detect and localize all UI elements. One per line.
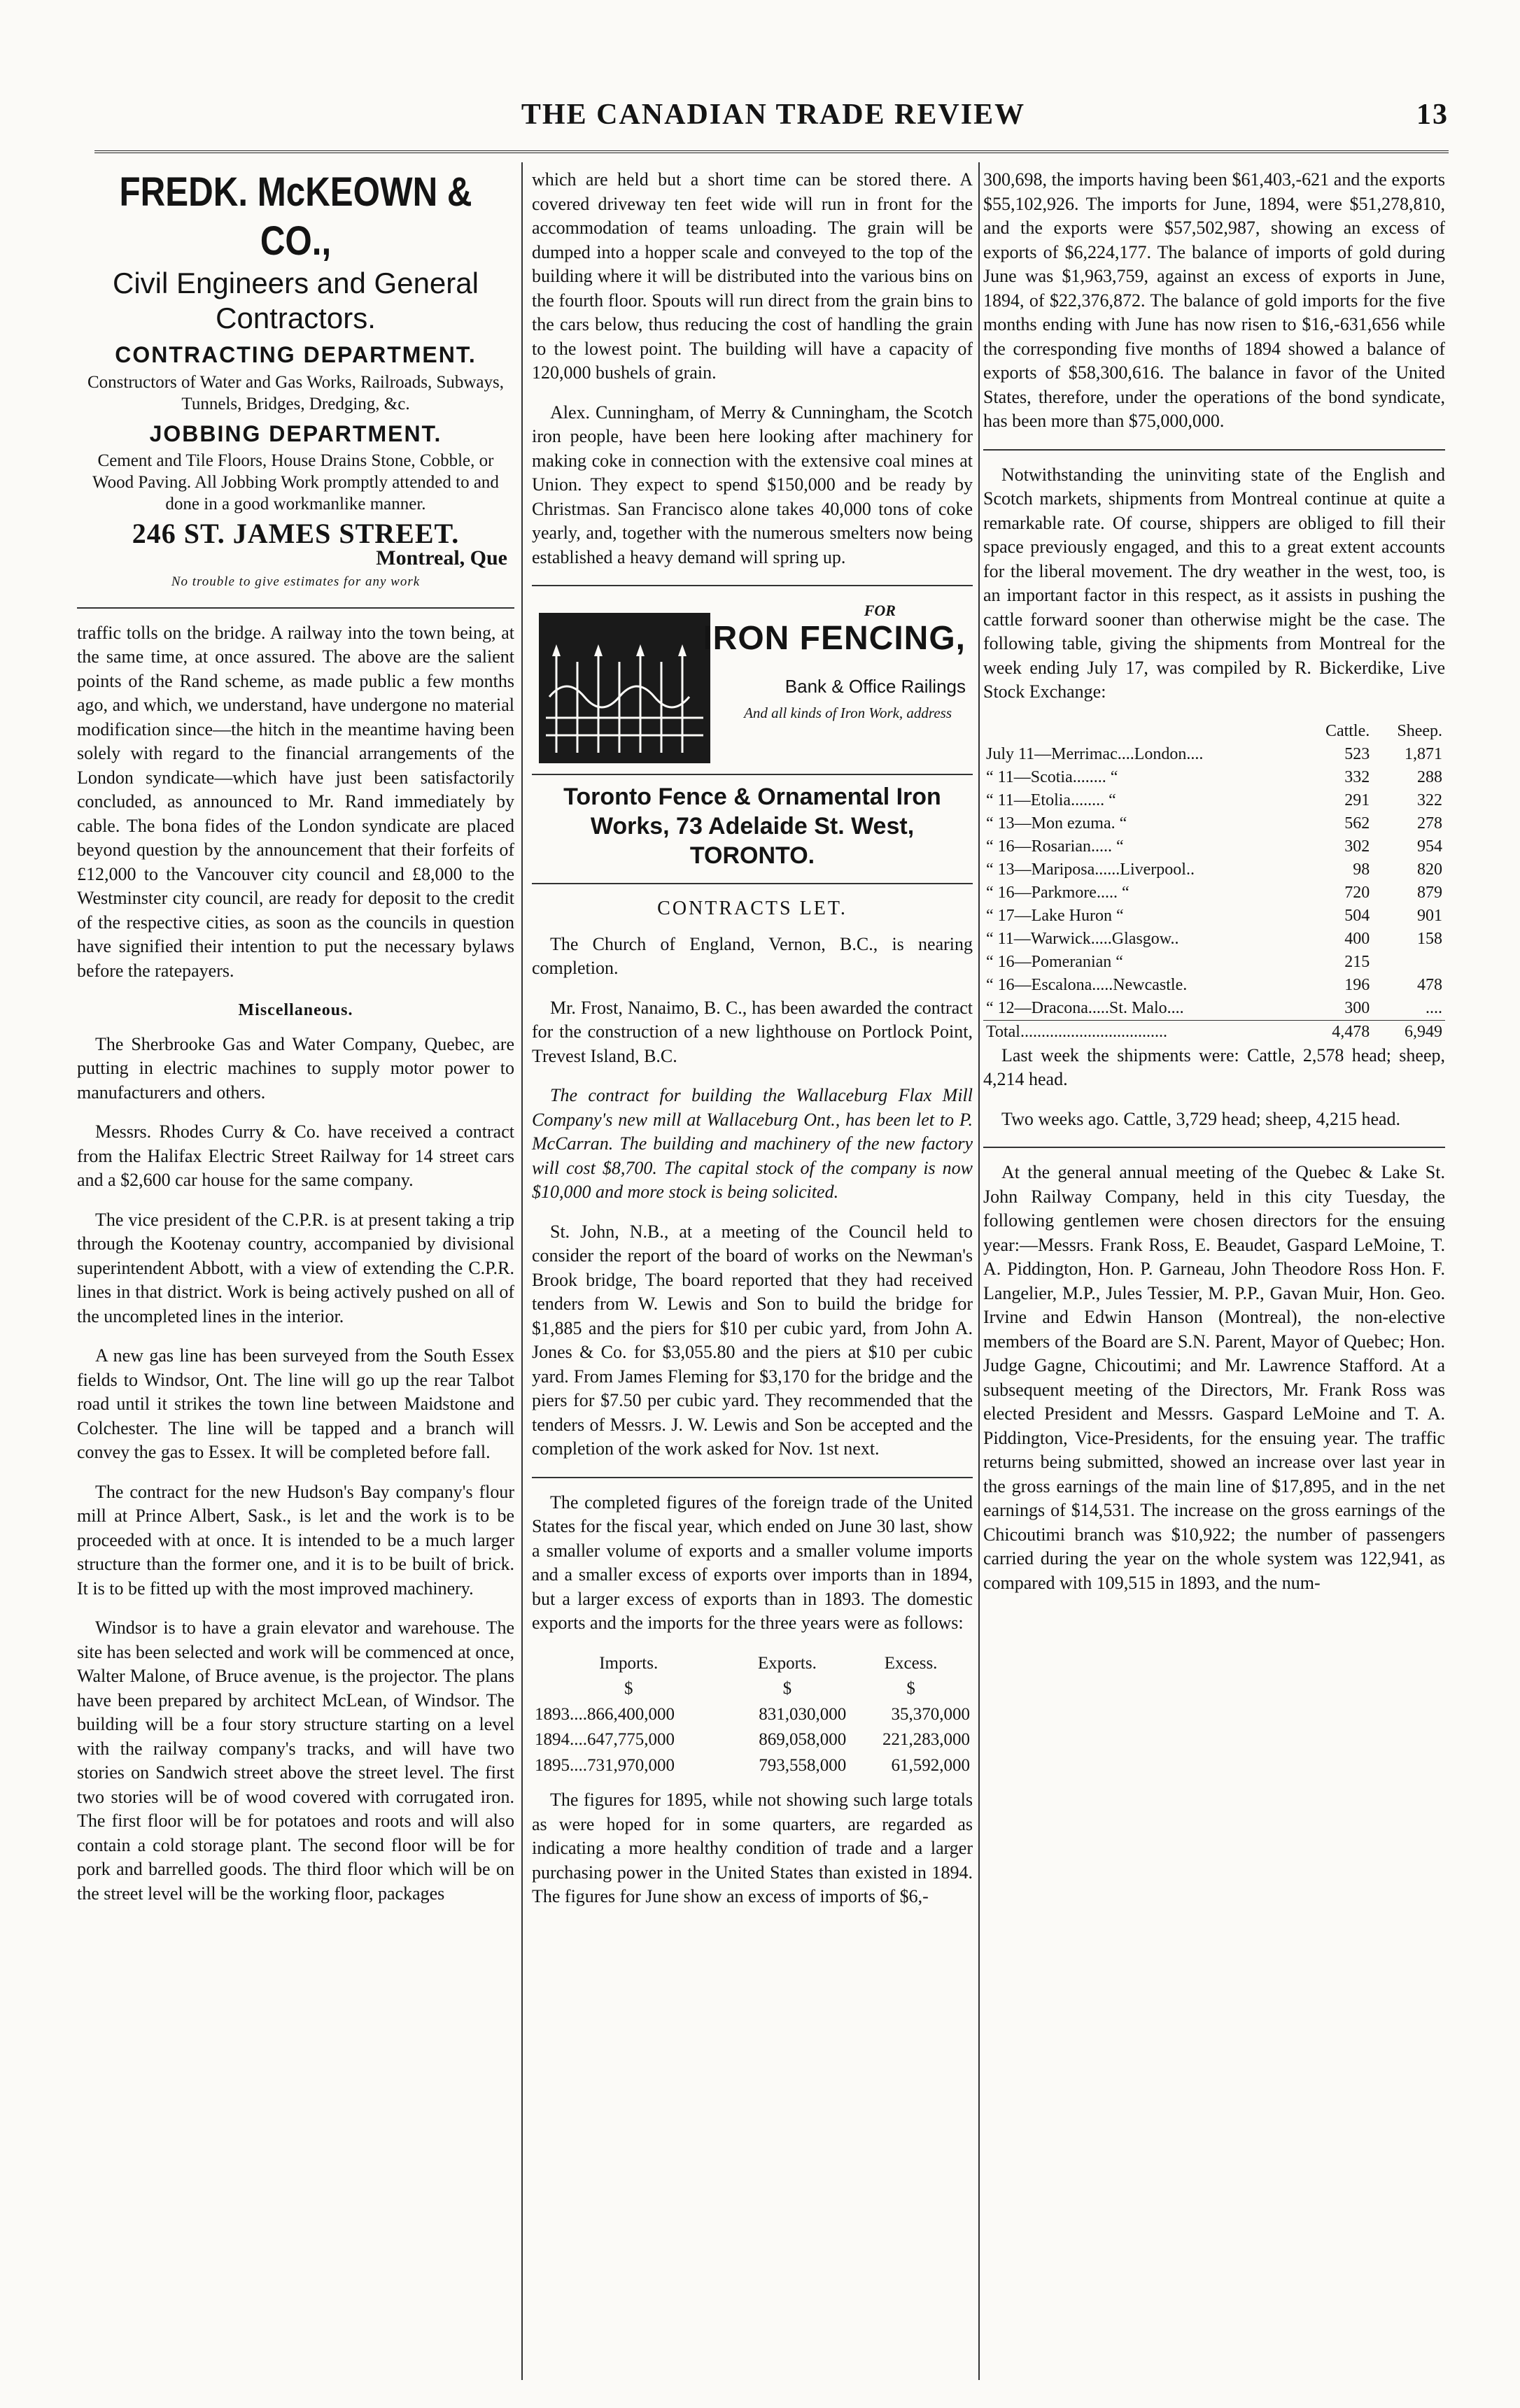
- table-row: [983, 905, 1445, 928]
- table-cell: “ 17—Lake Huron “: [986, 906, 1124, 925]
- table-cell: 793,558,000: [759, 1755, 847, 1775]
- table-cell: 478: [1417, 975, 1442, 994]
- table-cell: July 11—Merrimac....London....: [986, 744, 1204, 763]
- table-cell: “ 16—Rosarian..... “: [986, 837, 1124, 856]
- table-row: [983, 789, 1445, 812]
- table-cell: 158: [1417, 929, 1442, 948]
- table-cell: 61,592,000: [891, 1755, 970, 1775]
- table-row: [983, 743, 1445, 766]
- ad-railings: Bank & Office Railings: [784, 676, 966, 697]
- table-cell: 322: [1417, 791, 1442, 809]
- table-header: Cattle.: [1325, 721, 1370, 740]
- table-cell: 869,058,000: [759, 1730, 847, 1749]
- ad-divider: [532, 585, 973, 586]
- article-paragraph: Windsor is to have a grain elevator and warehouse. The site has been selected and work will be commenced at once, Walter Malone, of Bruce avenue, is the projector. The plans have been prepared by architect McLean, of Windsor. The building will be a four story structure starting on a level with the railway company's tracks, and will have two stories on Sandwich street above the street level. The first two stories will be of wood covered with corrugated iron. The first floor will be for potatoes and roots and will also contain a cold storage plant. The second floor will be for pork and barrelled goods. The third floor which will be on the street level will be the working floor, packages: [77, 1617, 514, 1904]
- article-paragraph: The contract for the new Hudson's Bay company's flour mill at Prince Albert, Sask., is let and the work is to be proceeded with at once. It is intended to be a much larger structure than the former one, and it is to be built of brick. It is to be fitted up with the most improved machinery.: [77, 1481, 514, 1599]
- table-cell: 400: [1344, 929, 1370, 948]
- table-cell: 35,370,000: [891, 1704, 970, 1724]
- table-row: [532, 1727, 973, 1753]
- page-title: THE CANADIAN TRADE REVIEW: [521, 99, 1026, 131]
- table-row: [983, 951, 1445, 974]
- table-cell: 1895....731,970,000: [535, 1755, 675, 1775]
- table-cell: 879: [1417, 883, 1442, 902]
- table-total-row: [983, 1020, 1445, 1044]
- table-row: [532, 1702, 973, 1728]
- ad-line-contractors: Contractors.: [216, 302, 376, 334]
- ad-toronto-company: Toronto Fence & Ornamental Iron Works, 73 Adelaide St. West, TORONTO.: [563, 784, 941, 869]
- column-2: [532, 168, 973, 1925]
- article-paragraph: 300,698, the imports having been $61,403,-621 and the exports $55,102,926. The imports for June, 1894, were $51,278,810, and the exports were $57,502,987, showing an excess of exports of $6,224,177. The balance of imports of gold during June was $1,963,759, against an excess of exports in June, 1894, of $22,376,872. The balance of gold imports for the five months ending with June has now risen to $16,-631,656 while the corresponding five months of 1894 showed a balance of exports of $58,300,616. The balance in favor of the United States, therefore, under the operations of the bond syndicate, has been more than $75,000,000.: [983, 169, 1445, 431]
- table-header: Exports.: [757, 1653, 817, 1673]
- article-paragraph: Last week the shipments were: Cattle, 2,578 head; sheep, 4,214 head.: [983, 1044, 1445, 1089]
- table-cell: 300: [1344, 998, 1370, 1017]
- article-paragraph: A new gas line has been surveyed from the South Essex fields to Windsor, Ont. The line will go up the rear Talbot road until it strikes the town line between Maidstone and Colchester. The line will be tapped and a branch will convey the gas to Essex. It will be completed before fall.: [77, 1345, 514, 1462]
- table-cell: “ 16—Parkmore..... “: [986, 883, 1130, 902]
- table-cell: 901: [1417, 906, 1442, 925]
- table-row: [983, 812, 1445, 835]
- section-divider: [983, 449, 1445, 451]
- table-cell: 831,030,000: [759, 1704, 847, 1724]
- table-unit: $: [782, 1679, 792, 1698]
- column-3: [983, 168, 1445, 1610]
- table-cell: “ 11—Scotia........ “: [986, 767, 1118, 786]
- table-cell: “ 13—Mariposa......Liverpool..: [986, 860, 1195, 879]
- table-cell: “ 16—Escalona.....Newcastle.: [986, 975, 1188, 994]
- ad-divider: [77, 607, 514, 609]
- table-row: [983, 928, 1445, 951]
- table-cell: [1372, 951, 1445, 974]
- ad-company-name: FREDK. McKEOWN & CO.,: [119, 169, 472, 264]
- table-cell: “ 16—Pomeranian “: [986, 952, 1123, 971]
- table-cell: “ 11—Warwick.....Glasgow..: [986, 929, 1179, 948]
- table-cell: 6,949: [1405, 1022, 1442, 1041]
- table-header-row: [532, 1651, 973, 1677]
- table-row: [983, 974, 1445, 997]
- article-paragraph: The completed figures of the foreign trade of the United States for the fiscal year, which ended on June 30 last, show a smaller volume of exports and a smaller volume imports and a smaller excess of exports over imports than in 1894, but a larger excess of exports than in 1893. The domestic exports and the imports for the three years were as follows:: [532, 1492, 973, 1633]
- article-paragraph: At the general annual meeting of the Quebec & Lake St. John Railway Company, held in this city Tuesday, the following gentlemen were chosen directors for the ensuing year:—Messrs. Frank Ross, E. Beaudet, Gaspard LeMoine, T. A. Piddington, Hon. P. Garneau, John Theodore Ross Hon. F. Langelier, M.P., Jules Tessier, M. P.P., Gavan Muir, Hon. Geo. Irvine and Edwin Hanson (Montreal), the non-elective members of the Board are S.N. Parent, Mayor of Quebec; Hon. Judge Gagne, Chicoutimi; and Mr. Lawrence Stafford. At a subsequent meeting of the Directors, Mr. Frank Ross was elected President and Messrs. Gaspard LeMoine and T. A. Piddington, Vice-Presidents, for the ensuing year. The traffic returns being submitted, showed an increase over last year in the gross earnings of the main line of $17,895, and in the net earnings of $14,531. The increase on the gross earnings of the Chicoutimi branch was $10,922; the number of passengers carried during the year on the whole system was 122,941, as compared with 109,515 in 1893, and the num-: [983, 1162, 1445, 1593]
- table-cell: 1893....866,400,000: [535, 1704, 675, 1724]
- table-cell: 288: [1417, 767, 1442, 786]
- table-cell: 523: [1344, 744, 1370, 763]
- ad-dept-jobbing-text: Cement and Tile Floors, House Drains Stone, Cobble, or Wood Paving. All Jobbing Work promptly attended to and done in a good workmanlike manner.: [92, 451, 499, 514]
- ad-address: 246 ST. JAMES STREET.: [132, 518, 460, 549]
- ad-dept-contracting-text: Constructors of Water and Gas Works, Railroads, Subways, Tunnels, Bridges, Dredging, &c.: [87, 372, 504, 413]
- table-header: Excess.: [884, 1653, 938, 1673]
- ad-also: And all kinds of Iron Work, address: [744, 704, 952, 721]
- table-header-row: [983, 720, 1445, 743]
- ad-city: Montreal, Que: [376, 546, 507, 569]
- ad-dept-contracting: CONTRACTING DEPARTMENT.: [115, 342, 477, 367]
- table-cell: 302: [1344, 837, 1370, 856]
- article-paragraph: The vice president of the C.P.R. is at present taking a trip through the Kootenay country, accompanied by divisional superintendent Abbott, with a view of extending the C.P.R. lines in that district. Work is being actively pushed on all of the uncompleted lines in the interior.: [77, 1209, 514, 1326]
- article-paragraph: St. John, N.B., at a meeting of the Council held to consider the report of the board of works on the Newman's Brook bridge, The board reported that they had received tenders from W. Lewis and Son to build the bridge for $1,885 and the piers for $10 per cubic yard, from John A. Jones & Co. for $3,055.80 and the piers at $10 per cubic yard. From James Fleming for $3,170 for the bridge and the piers for $7.50 per cubic yard. They recommended that the tenders of Messrs. J. W. Lewis and Son be accepted and the completion of the work asked for Nov. 1st next.: [532, 1221, 973, 1459]
- column-1: [77, 168, 514, 1921]
- table-row: [532, 1753, 973, 1779]
- table-row: [983, 835, 1445, 858]
- article-paragraph: Alex. Cunningham, of Merry & Cunningham, the Scotch iron people, have been here looking after machinery for making coke in connection with the extensive coal mines at Union. They expect to spend $150,000 and be ready by Christmas. San Francisco alone takes 40,000 tons of coke yearly, and, together with the numerous smelters now being established a heavy demand will spring up.: [532, 402, 973, 567]
- article-paragraph: which are held but a short time can be stored there. A covered driveway ten feet wide will run in front for the accommodation of teams unloading. The grain will be dumped into a hopper scale and conveyed to the top of the building where it will be distributed into the various bins on the fourth floor. Spouts will run direct from the grain bins to the cars below, thus reducing the cost of handling the grain to the lowest point. The building will have a capacity of 120,000 bushels of grain.: [532, 169, 973, 383]
- table-row: [983, 858, 1445, 881]
- table-cell: 4,478: [1332, 1022, 1370, 1041]
- iron-fence-illustration-icon: [539, 613, 710, 763]
- article-paragraph: Mr. Frost, Nanaimo, B. C., has been awarded the contract for the construction of a new lighthouse on Portlock Point, Trevest Island, B.C.: [532, 997, 973, 1066]
- section-divider: [983, 1147, 1445, 1148]
- article-paragraph: Messrs. Rhodes Curry & Co. have received a contract from the Halifax Electric Street Railway for 14 street cars and a $2,600 car house for the same company.: [77, 1121, 514, 1190]
- column-rule-2: [978, 162, 980, 2380]
- article-paragraph: The Sherbrooke Gas and Water Company, Quebec, are putting in electric machines to supply motor power to manufacturers and others.: [77, 1033, 514, 1103]
- table-unit: $: [624, 1679, 633, 1698]
- article-paragraph: Notwithstanding the uninviting state of the English and Scotch markets, shipments from Montreal continue at quite a remarkable rate. Of course, shippers are obliged to fill their space previously engaged, and this to a great extent accounts for the liberal movement. The dry weather in the west, too, is an important factor in this respect, as it assists in pushing the cattle forward sooner than otherwise might be the case. The following table, giving the shipments from Montreal for the week ending July 17, was compiled by R. Bickerdike, Live Stock Exchange:: [983, 464, 1445, 702]
- ad-line-engineers: Civil Engineers and General: [113, 267, 479, 299]
- table-cell: “ 13—Mon ezuma. “: [986, 814, 1127, 833]
- trade-table: [532, 1651, 973, 1779]
- ad-iron-fencing: IRON FENCING,: [703, 620, 966, 657]
- section-divider: [532, 1477, 973, 1478]
- article-paragraph: The contract for building the Wallaceburg Flax Mill Company's new mill at Wallaceburg Ont., has been let to P. McCarran. The building and machinery of the new factory will cost $8,700. The capital stock of the company is now $10,000 and more stock is being solicited.: [532, 1085, 973, 1202]
- table-cell: 562: [1344, 814, 1370, 833]
- table-cell: “ 11—Etolia........ “: [986, 791, 1116, 809]
- article-paragraph: The figures for 1895, while not showing such large totals as were hoped for in some quarters, are regarded as indicating a more healthy condition of trade and a larger purchasing power in the United States than existed in 1894. The figures for June show an excess of imports of $6,-: [532, 1790, 973, 1906]
- table-cell: “ 12—Dracona.....St. Malo....: [986, 998, 1184, 1017]
- table-cell: 278: [1417, 814, 1442, 833]
- table-cell: 1,871: [1405, 744, 1442, 763]
- table-header: Sheep.: [1397, 721, 1442, 740]
- column-rule-1: [521, 162, 523, 2380]
- mckeown-advertisement: [77, 168, 514, 595]
- ad-note: No trouble to give estimates for any work: [171, 574, 421, 589]
- table-cell: 196: [1344, 975, 1370, 994]
- table-cell: Total...................................: [986, 1022, 1167, 1041]
- iron-fencing-advertisement: [532, 599, 973, 775]
- article-paragraph: The Church of England, Vernon, B.C., is nearing completion.: [532, 933, 973, 978]
- ad-for: FOR: [864, 602, 896, 619]
- table-cell: 215: [1344, 952, 1370, 971]
- table-cell: 291: [1344, 791, 1370, 809]
- table-row: [983, 997, 1445, 1021]
- page-number: 13: [1416, 99, 1449, 131]
- table-cell: 221,283,000: [882, 1730, 970, 1749]
- section-heading-contracts: CONTRACTS LET.: [657, 898, 847, 919]
- table-cell: 820: [1417, 860, 1442, 879]
- table-units-row: [532, 1676, 973, 1702]
- table-cell: 954: [1417, 837, 1442, 856]
- table-unit: $: [906, 1679, 915, 1698]
- table-header: Imports.: [599, 1653, 659, 1673]
- table-cell: ....: [1426, 998, 1442, 1017]
- table-cell: 504: [1344, 906, 1370, 925]
- table-cell: 720: [1344, 883, 1370, 902]
- table-row: [983, 881, 1445, 905]
- table-cell: 1894....647,775,000: [535, 1730, 675, 1749]
- table-row: [983, 766, 1445, 789]
- ad-divider: [532, 883, 973, 884]
- article-paragraph: traffic tolls on the bridge. A railway into the town being, at the same time, at once assured. The above are the salient points of the Rand scheme, as made public a few months ago, and which, we understand, have undergone no material modification since—the hitch in the meantime having been solely with regard to the financial arrangements of the London syndicate—which have just been satisfactorily concluded, as announced to Mr. Rand immediately by cable. The bona fides of the London syndicate are placed beyond question by the announcement that their forfeits of £12,000 to the Vancouver city council and £8,000 to the Westminster city council, are ready for deposit to the credit of the respective cities, as soon as the councils in question have signified their intention to put the necessary bylaws before the ratepayers.: [77, 622, 514, 981]
- ad-dept-jobbing: JOBBING DEPARTMENT.: [149, 420, 442, 446]
- table-cell: 98: [1353, 860, 1370, 879]
- table-cell: 332: [1344, 767, 1370, 786]
- shipments-table: [983, 720, 1445, 1044]
- page-header: [98, 98, 1449, 140]
- section-heading-miscellaneous: Miscellaneous.: [238, 1001, 353, 1019]
- header-rule: [94, 150, 1449, 153]
- article-paragraph: Two weeks ago. Cattle, 3,729 head; sheep, 4,215 head.: [1001, 1108, 1401, 1129]
